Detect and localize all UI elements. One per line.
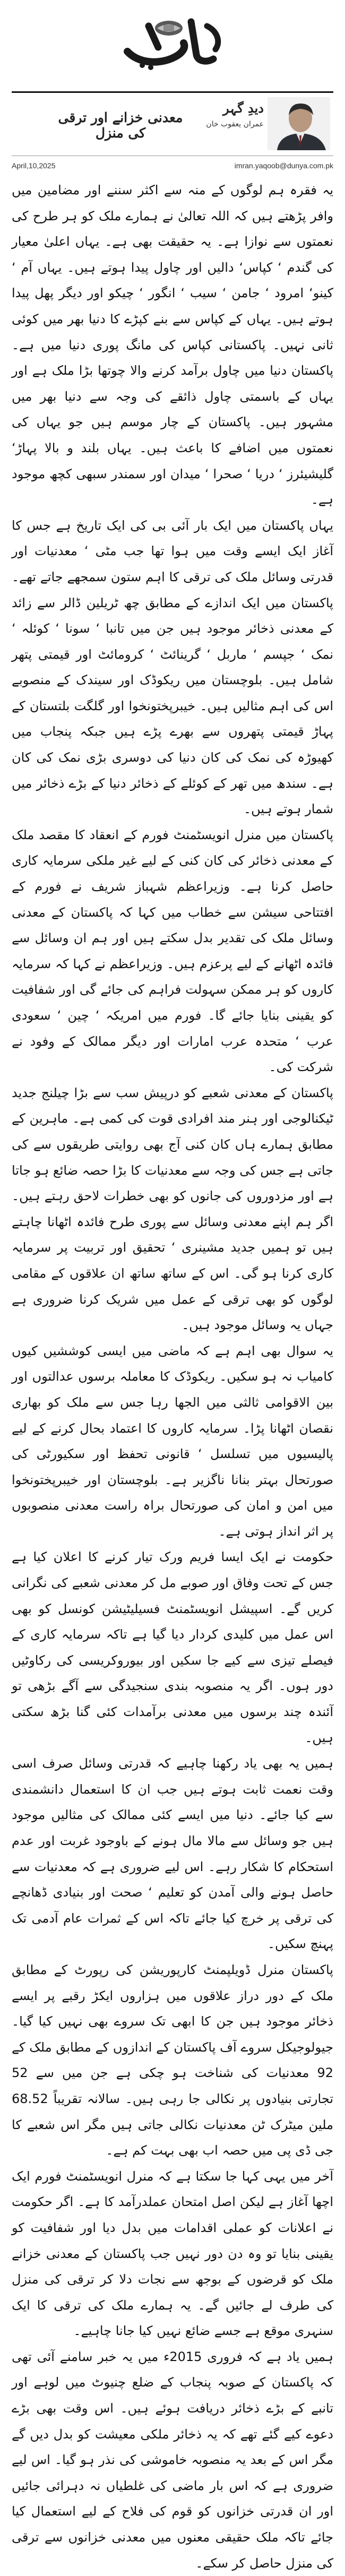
article-paragraph: پاکستان کے معدنی شعبے کو درپیش سب سے بڑا چیلنج جدید ٹیکنالوجی اور ہنر مند افرادی قوت کی کمی ہے۔ ماہرین کے مطابق ہمارے ہاں کان کنی آج بھی روایتی طریقوں سے کی جاتی ہے جس کی وجہ سے معدنیات کا بڑا حصہ ضائع ہو جاتا ہے اور مزدوروں کی جانوں کو بھی خطرات لاحق رہتے ہیں۔ اگر ہم اپنے معدنی وسائل سے پوری طرح فائدہ اٹھانا چاہتے ہیں تو ہمیں جدید مشینری ‘ تحقیق اور تربیت پر سرمایہ کاری کرنا ہو گی۔ اس کے ساتھ ساتھ ان علاقوں کے مقامی لوگوں کو بھی ترقی کے عمل میں شریک کرنا ضروری ہے جہاں یہ وسائل موجود ہیں۔ xyxy=(12,1085,333,1333)
author-name[interactable]: عمران یعقوب خان xyxy=(206,120,264,128)
article-body xyxy=(12,177,333,2571)
article-paragraph: یہ فقرہ ہم لوگوں کے منہ سے اکثر سننے اور مضامین میں وافر پڑھتے ہیں کہ اللہ تعالیٰ نے ہمارے ملک کو ہر طرح کی نعمتوں سے نوازا ہے۔ یہ حقیقت بھی ہے۔ یہاں اعلیٰ معیار کی گندم ‘ کپاس‘ دالیں اور چاول پیدا ہوتے ہیں۔ یہاں آم ‘ کینو‘ امرود ‘ جامن ‘ سیب ‘ انگور ‘ چیکو اور دیگر پھل پیدا ہوتے ہیں۔ یہاں کے کپاس سے بنے کپڑے کا دنیا بھر میں کوئی ثانی نہیں۔ پاکستانی کپاس کی مانگ پوری دنیا میں ہے۔ پاکستان دنیا میں چاول برآمد کرنے والا چوتھا بڑا ملک ہے اور یہاں کے باسمتی چاول ذائقے کی وجہ سے دنیا بھر میں مشہور ہیں۔ پاکستان کے چار موسم ہیں جو یہاں کی نعمتوں میں اضافے کا باعث ہیں۔ یہاں بلند و بالا پہاڑ‘ گلیشیئرز ‘ دریا ‘ صحرا ‘ میدان اور سمندر سبھی کچھ موجود ہے۔ xyxy=(12,183,333,507)
column-brand-name: دیدِ گہر xyxy=(222,100,264,116)
masthead xyxy=(0,0,345,84)
dunya-logo[interactable] xyxy=(117,10,228,74)
column-brand-block xyxy=(203,100,264,148)
publish-date: April,10,2025 xyxy=(12,161,56,170)
author-photo xyxy=(268,97,330,150)
article-paragraph: یہ سوال بھی اہم ہے کہ ماضی میں ایسی کوششیں کیوں کامیاب نہ ہو سکیں۔ ریکوڈک کا معاملہ برسوں عدالتوں اور بین الاقوامی ثالثی میں الجھا رہا جس سے ملک کو بھاری نقصان اٹھانا پڑا۔ سرمایہ کاروں کا اعتماد بحال کرنے کے لیے پالیسیوں میں تسلسل ‘ قانونی تحفظ اور سکیورٹی کی صورتحال بہتر بنانا ناگزیر ہے۔ بلوچستان اور خیبرپختونخوا میں امن و امان کی صورتحال براہ راست معدنی منصوبوں پر اثر انداز ہوتی ہے۔ xyxy=(12,1343,333,1539)
article-paragraph: ہمیں یہ بھی یاد رکھنا چاہیے کہ قدرتی وسائل صرف اسی وقت نعمت ثابت ہوتے ہیں جب ان کا استعمال دانشمندی سے کیا جائے۔ دنیا میں ایسے کئی ممالک کی مثالیں موجود ہیں جو وسائل سے مالا مال ہونے کے باوجود غربت اور عدم استحکام کا شکار رہے۔ اس لیے ضروری ہے کہ معدنیات سے حاصل ہونے والی آمدن کو تعلیم ‘ صحت اور بنیادی ڈھانچے کی ترقی پر خرچ کیا جائے تاکہ اس کے ثمرات عام آدمی تک پہنچ سکیں۔ xyxy=(12,1756,333,1952)
article-paragraph: آخر میں یہی کہا جا سکتا ہے کہ منرل انویسٹمنٹ فورم ایک اچھا آغاز ہے لیکن اصل امتحان عملدرآمد کا ہے۔ اگر حکومت نے اعلانات کو عملی اقدامات میں بدل دیا اور شفافیت کو یقینی بنایا تو وہ دن دور نہیں جب پاکستان کے معدنی خزانے ملک کو قرضوں کے بوجھ سے نجات دلا کر ترقی کی منزل کی طرف لے جائیں گے۔ یہ ہمارے ملک کی ترقی کا ایک سنہری موقع ہے جسے ضائع نہیں کیا جانا چاہیے۔ xyxy=(12,2168,333,2339)
article-paragraph: پاکستان میں منرل انویسٹمنٹ فورم کے انعقاد کا مقصد ملک کے معدنی ذخائر کی کان کنی کے لیے غیر ملکی سرمایہ کاری حاصل کرنا ہے۔ وزیراعظم شہباز شریف نے فورم کے افتتاحی سیشن سے خطاب میں کہا کہ پاکستان کے معدنی وسائل ملک کی تقدیر بدل سکتے ہیں اور ہم ان وسائل سے فائدہ اٹھانے کے لیے پرعزم ہیں۔ وزیراعظم نے کہا کہ سرمایہ کاروں کو ہر ممکن سہولت فراہم کی جائے گی اور شفافیت کو یقینی بنایا جائے گا۔ فورم میں امریکہ ‘ چین ‘ سعودی عرب ‘ متحدہ عرب امارات اور دیگر ممالک کے وفود نے شرکت کی۔ xyxy=(12,827,333,1075)
article-paragraph: یہاں پاکستان میں ایک بار آئی بی کی ایک تاریخ ہے جس کا آغاز ایک ایسے وقت میں ہوا تھا جب مٹی ‘ معدنیات اور قدرتی وسائل ملک کی ترقی کا اہم ستون سمجھے جاتے تھے۔ پاکستان میں ایک اندازے کے مطابق چھ ٹریلین ڈالر سے زائد کے معدنی ذخائر موجود ہیں جن میں تانبا ‘ سونا ‘ کوئلہ ‘ نمک ‘ جپسم ‘ ماربل ‘ گرینائٹ ‘ کرومائٹ اور قیمتی پتھر شامل ہیں۔ بلوچستان میں ریکوڈک اور سیندک کے منصوبے اس کی اہم مثالیں ہیں۔ خیبرپختونخوا اور گلگت بلتستان کے پہاڑ قیمتی پتھروں سے بھرے پڑے ہیں جبکہ پنجاب میں کھیوڑہ کی نمک کی کان دنیا کی دوسری بڑی نمک کی کان ہے۔ سندھ میں تھر کے کوئلے کے ذخائر دنیا کے بڑے ذخائر میں شمار ہوتے ہیں۔ xyxy=(12,518,333,817)
article-paragraph: حکومت نے ایک ایسا فریم ورک تیار کرنے کا اعلان کیا ہے جس کے تحت وفاق اور صوبے مل کر معدنی شعبے کی نگرانی کریں گے۔ اسپیشل انویسٹمنٹ فسیلیٹیشن کونسل کو بھی اس عمل میں کلیدی کردار دیا گیا ہے تاکہ سرمایہ کاری کے فیصلے تیزی سے کیے جا سکیں اور بیوروکریسی کی رکاوٹیں دور ہوں۔ اگر یہ منصوبہ بندی سنجیدگی سے آگے بڑھی تو آئندہ چند برسوں میں معدنی برآمدات کئی گنا بڑھ سکتی ہیں۔ xyxy=(12,1549,333,1745)
dunya-logo-graphic xyxy=(117,10,228,74)
column-title: معدنی خزانے اور ترقی کی منزل xyxy=(58,110,183,141)
article-paragraph: ہمیں یاد ہے کہ فروری 2015ء میں یہ خبر سامنے آئی تھی کہ پاکستان کے صوبہ پنجاب کے ضلع چنیوٹ میں لوہے اور تانبے کے بڑے ذخائر دریافت ہوئے ہیں۔ اس وقت بھی بڑے دعوے کیے گئے تھے کہ یہ ذخائر ملکی معیشت کو بدل دیں گے مگر اس کے بعد یہ منصوبہ خاموشی کی نذر ہو گیا۔ اس لیے ضروری ہے کہ اس بار ماضی کی غلطیاں نہ دہرائی جائیں اور ان قدرتی خزانوں کو قوم کی فلاح کے لیے استعمال کیا جائے تاکہ ملک حقیقی معنوں میں معدنی خزانوں سے ترقی کی منزل حاصل کر سکے۔ xyxy=(12,2349,333,2571)
author-portrait-icon xyxy=(268,97,330,150)
column-meta-row xyxy=(12,159,333,172)
article-paragraph: پاکستان منرل ڈویلپمنٹ کارپوریشن کی رپورٹ کے مطابق ملک کے دور دراز علاقوں میں ہزاروں ایکڑ رقبے پر ایسے ذخائر موجود ہیں جن کا ابھی تک سروے بھی نہیں کیا گیا۔ جیولوجیکل سروے آف پاکستان کے اندازوں کے مطابق ملک کے 92 معدنیات کی شناخت ہو چکی ہے جن میں سے 52 تجارتی بنیادوں پر نکالی جا رہی ہیں۔ سالانہ تقریباً 68.52 ملین میٹرک ٹن معدنیات نکالی جاتی ہیں مگر اس شعبے کا جی ڈی پی میں حصہ اب بھی بہت کم ہے۔ xyxy=(12,1962,333,2158)
column-header xyxy=(12,91,333,156)
author-email[interactable]: imran.yaqoob@dunya.com.pk xyxy=(234,161,333,170)
